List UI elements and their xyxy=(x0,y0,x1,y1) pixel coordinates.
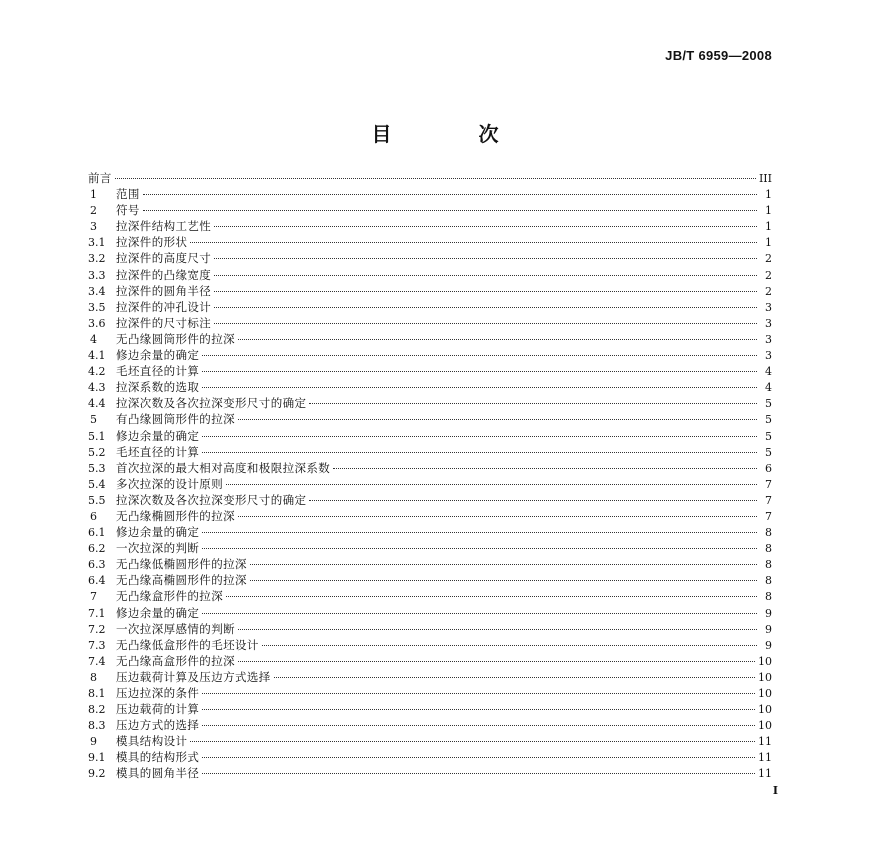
toc-entry-page: 8 xyxy=(765,590,772,604)
toc-leader-dots xyxy=(309,490,757,501)
toc-leader-dots xyxy=(190,232,757,243)
toc-entry-page: 11 xyxy=(758,735,772,749)
toc-entry-title: 拉深件的高度尺寸 xyxy=(116,251,212,266)
toc-entry-title: 毛坯直径的计算 xyxy=(116,444,200,459)
toc-entry-number: 8.1 xyxy=(88,687,106,700)
toc-leader-dots xyxy=(202,699,755,710)
toc-entry-title: 无凸缘圆筒形件的拉深 xyxy=(116,331,235,346)
toc-entry-title: 毛坯直径的计算 xyxy=(116,364,200,379)
toc-entry-page: 2 xyxy=(765,252,772,266)
standard-code: JB/T 6959—2008 xyxy=(665,48,772,63)
toc-leader-dots xyxy=(274,667,755,678)
toc-entry-title: 压边拉深的条件 xyxy=(116,686,200,700)
toc-entry-page: III xyxy=(758,172,772,185)
toc-entry-page: 8 xyxy=(765,574,772,588)
toc-entry-number: 3.5 xyxy=(88,300,106,314)
toc-entry-number: 9 xyxy=(90,735,97,749)
toc-entry-number: 3.1 xyxy=(88,236,106,250)
toc-entry-number: 6.4 xyxy=(88,574,106,588)
toc-entry-number: 7.3 xyxy=(88,638,106,652)
toc-leader-dots xyxy=(214,216,757,227)
toc-entry-title: 一次拉深的判断 xyxy=(116,541,200,556)
toc-entry-page: 8 xyxy=(765,558,772,572)
toc-entry-title: 无凸缘椭圆形件的拉深 xyxy=(116,508,235,523)
toc-entry-title: 拉深件的圆角半径 xyxy=(116,283,212,298)
toc-leader-dots xyxy=(250,554,757,565)
toc-entry-number: 5.4 xyxy=(88,477,106,491)
toc-entry-title: 多次拉深的设计原则 xyxy=(116,476,224,491)
toc-entry-title: 修边余量的确定 xyxy=(116,348,200,363)
toc-leader-dots xyxy=(238,619,757,630)
toc-leader-dots xyxy=(202,683,755,694)
toc-entry-page: 3 xyxy=(765,300,772,314)
toc-entry-page: 11 xyxy=(758,751,772,765)
toc-entry-page: 6 xyxy=(765,461,772,475)
toc-entry-title: 修边余量的确定 xyxy=(116,605,200,620)
toc-entry-number: 4.1 xyxy=(88,349,106,363)
toc-entry-title: 拉深次数及各次拉深变形尺寸的确定 xyxy=(116,492,307,507)
toc-entry-page: 3 xyxy=(765,316,772,330)
page-number: I xyxy=(772,784,778,797)
toc-entry-number: 8 xyxy=(90,670,97,684)
toc-entry-page: 1 xyxy=(765,204,772,218)
toc-entry-page: 10 xyxy=(758,719,772,733)
toc-leader-dots xyxy=(214,313,757,324)
toc-leader-dots xyxy=(202,747,755,758)
toc-entry-title: 压边载荷的计算 xyxy=(116,702,200,717)
toc-leader-dots xyxy=(115,168,756,179)
toc-entry-page: 7 xyxy=(765,477,772,491)
toc-entry-page: 9 xyxy=(765,606,772,620)
toc-entry-number: 6.1 xyxy=(88,526,106,540)
toc-entry-page: 4 xyxy=(765,365,772,379)
toc-entry-number: 3.6 xyxy=(88,316,106,330)
toc-entry-number: 6 xyxy=(90,509,97,523)
toc-entry-title: 无凸缘高盒形件的拉深 xyxy=(116,653,235,668)
toc-entry-number: 8.2 xyxy=(88,703,106,717)
toc-leader-dots xyxy=(202,715,755,726)
toc-entry-page: 5 xyxy=(765,413,772,427)
toc-leader-dots xyxy=(143,184,757,195)
toc-leader-dots xyxy=(202,522,757,533)
toc-leader-dots xyxy=(238,409,757,420)
toc-entry-number: 6.3 xyxy=(88,558,106,572)
toc-entry-number: 3.3 xyxy=(88,268,106,282)
toc-entry-page: 1 xyxy=(765,236,772,250)
toc-entry-title: 压边方式的选择 xyxy=(116,718,200,733)
toc-entry-title: 拉深系数的选取 xyxy=(116,380,200,395)
toc-entry-number: 3 xyxy=(90,220,97,234)
toc-entry-title: 拉深件的尺寸标注 xyxy=(116,315,212,330)
toc-entry-number: 4.2 xyxy=(88,365,106,379)
toc-entry-page: 4 xyxy=(765,381,772,395)
toc-leader-dots xyxy=(214,248,757,259)
toc-entry-title: 无凸缘高椭圆形件的拉深 xyxy=(116,573,247,588)
toc-entry-title: 修边余量的确定 xyxy=(116,525,200,540)
toc-entry-title: 范围 xyxy=(116,187,140,202)
toc-leader-dots xyxy=(202,426,757,437)
toc-entry-number: 8.3 xyxy=(88,719,106,733)
toc-leader-dots xyxy=(226,474,757,485)
toc-leader-dots xyxy=(202,377,757,388)
toc-leader-dots xyxy=(262,635,757,646)
toc-entry-number: 3.2 xyxy=(88,252,106,266)
toc-entry-number: 2 xyxy=(90,204,97,218)
toc-entry-number: 9.2 xyxy=(88,767,106,781)
toc-entry-number: 5.1 xyxy=(88,429,106,443)
toc-entry-number: 7 xyxy=(90,590,97,604)
toc-entry-number: 6.2 xyxy=(88,542,106,556)
toc-leader-dots xyxy=(190,731,755,742)
toc-entry-number: 7.4 xyxy=(88,654,106,668)
toc-entry-page: 3 xyxy=(765,332,772,346)
toc-leader-dots xyxy=(143,200,757,211)
toc-entry-page: 11 xyxy=(758,767,772,781)
toc-entry-number: 1 xyxy=(90,188,97,202)
toc-entry-title: 有凸缘圆筒形件的拉深 xyxy=(116,412,235,427)
toc-entry[interactable] xyxy=(88,765,772,781)
toc-entry-title: 模具的结构形式 xyxy=(116,750,200,765)
toc-leader-dots xyxy=(202,442,757,453)
toc-leader-dots xyxy=(250,570,757,581)
toc-leader-dots xyxy=(309,393,757,404)
toc-entry-page: 5 xyxy=(765,445,772,459)
toc-leader-dots xyxy=(202,361,757,372)
toc-entry-title: 首次拉深的最大相对高度和极限拉深系数 xyxy=(116,460,331,475)
toc-leader-dots xyxy=(238,329,757,340)
toc-entry-number: 9.1 xyxy=(88,751,106,765)
toc-entry-page: 2 xyxy=(765,284,772,298)
toc-entry-title: 前言 xyxy=(88,171,112,185)
toc-entry-title: 无凸缘低椭圆形件的拉深 xyxy=(116,557,247,572)
toc-entry-page: 10 xyxy=(758,654,772,668)
toc-leader-dots xyxy=(238,506,757,517)
toc-entry-page: 10 xyxy=(758,703,772,717)
toc-entry-title: 拉深件的凸缘宽度 xyxy=(116,267,212,282)
toc-entry-page: 5 xyxy=(765,429,772,443)
toc-entry-number: 4 xyxy=(90,332,97,346)
toc-leader-dots xyxy=(226,586,757,597)
toc-entry-title: 拉深件结构工艺性 xyxy=(116,219,212,234)
toc-leader-dots xyxy=(214,265,757,276)
toc-leader-dots xyxy=(202,603,757,614)
toc-entry-page: 1 xyxy=(765,220,772,234)
toc-entry-number: 5 xyxy=(90,413,97,427)
toc-entry-number: 4.3 xyxy=(88,381,106,395)
toc-entry-page: 7 xyxy=(765,493,772,507)
toc-entry-page: 1 xyxy=(765,188,772,202)
toc-entry-number: 5.3 xyxy=(88,461,106,475)
toc-leader-dots xyxy=(333,458,757,469)
toc-entry-title: 模具结构设计 xyxy=(116,734,188,749)
toc-entry-page: 3 xyxy=(765,349,772,363)
toc-entry-page: 8 xyxy=(765,542,772,556)
table-of-contents xyxy=(88,170,772,782)
page-title: 目 次 xyxy=(371,122,539,146)
toc-entry-page: 5 xyxy=(765,397,772,411)
toc-entry-title: 拉深次数及各次拉深变形尺寸的确定 xyxy=(116,396,307,411)
toc-entry-page: 8 xyxy=(765,526,772,540)
toc-entry-number: 7.2 xyxy=(88,622,106,636)
toc-leader-dots xyxy=(214,297,757,308)
toc-entry-number: 7.1 xyxy=(88,606,106,620)
toc-leader-dots xyxy=(238,651,755,662)
toc-entry-page: 10 xyxy=(758,687,772,700)
toc-entry-title: 拉深件的冲孔设计 xyxy=(116,299,212,314)
toc-leader-dots xyxy=(202,538,757,549)
toc-leader-dots xyxy=(214,281,757,292)
toc-entry-page: 9 xyxy=(765,622,772,636)
toc-entry-number: 5.5 xyxy=(88,493,106,507)
toc-entry-number: 4.4 xyxy=(88,397,106,411)
toc-entry-title: 无凸缘低盒形件的毛坯设计 xyxy=(116,637,259,652)
toc-entry-title: 一次拉深厚感情的判断 xyxy=(116,621,235,636)
toc-entry-title: 无凸缘盒形件的拉深 xyxy=(116,589,224,604)
toc-leader-dots xyxy=(202,345,757,356)
toc-entry-number: 5.2 xyxy=(88,445,106,459)
toc-entry-title: 修边余量的确定 xyxy=(116,428,200,443)
toc-leader-dots xyxy=(202,763,755,774)
toc-entry-page: 2 xyxy=(765,268,772,282)
toc-entry-page: 7 xyxy=(765,509,772,523)
toc-entry-page: 10 xyxy=(758,670,772,684)
toc-entry-title: 压边载荷计算及压边方式选择 xyxy=(116,669,271,684)
toc-entry-page: 9 xyxy=(765,638,772,652)
toc-entry-title: 模具的圆角半径 xyxy=(116,766,200,781)
toc-entry-number: 3.4 xyxy=(88,284,106,298)
toc-entry-title: 符号 xyxy=(116,203,140,218)
toc-entry-title: 拉深件的形状 xyxy=(116,235,188,250)
